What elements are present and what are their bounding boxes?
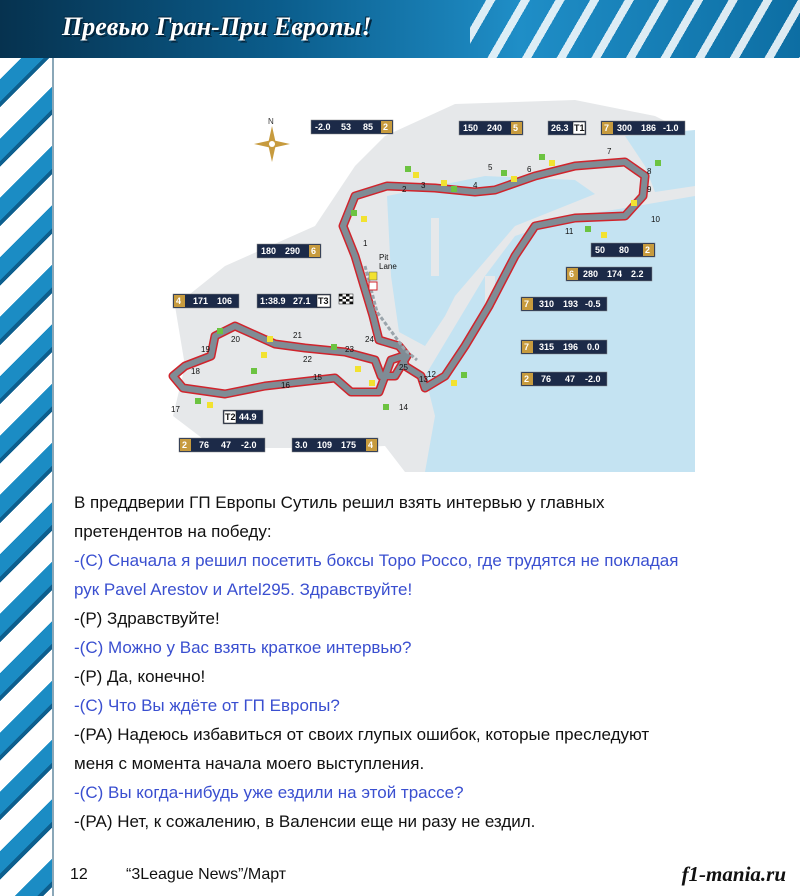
turn-18: 18	[191, 367, 200, 376]
article-line-question: -(С) Вы когда-нибудь уже ездили на этой трассе?	[74, 783, 464, 802]
box-cell: 76	[199, 440, 210, 450]
box-cell: -0.5	[585, 299, 601, 309]
article-body	[74, 488, 794, 836]
turn-10: 10	[651, 215, 660, 224]
box-cell: 290	[285, 246, 301, 256]
turn-11: 11	[565, 227, 574, 236]
box-cell: 186	[641, 123, 657, 133]
box-turn-17b	[179, 438, 265, 452]
turn-9: 9	[647, 185, 652, 194]
turn-16: 16	[281, 381, 290, 390]
turn-20: 20	[231, 335, 240, 344]
box-cell: 175	[341, 440, 357, 450]
box-cell: 4	[368, 440, 374, 450]
box-sector-1	[521, 297, 607, 311]
box-cell: 310	[539, 299, 555, 309]
turn-8: 8	[647, 167, 652, 176]
turn-14: 14	[399, 403, 408, 412]
box-cell: 6	[311, 246, 317, 256]
pit-cross-marker	[369, 282, 377, 290]
article-line: претендентов на победу:	[74, 522, 272, 541]
box-turn-5	[459, 121, 523, 135]
box-turn-7	[601, 121, 685, 135]
box-lap	[257, 294, 331, 308]
box-cell: 6	[569, 269, 575, 279]
article-line-question: рук Pavel Arestov и Artel295. Здравствуйте!	[74, 580, 413, 599]
article-line: -(РА) Нет, к сожалению, в Валенсии еще ни разу не ездил.	[74, 812, 536, 831]
box-cell: 2	[182, 440, 188, 450]
box-turn-12	[521, 372, 607, 386]
box-cell: 0.0	[587, 342, 600, 352]
circuit-map	[155, 76, 695, 472]
box-cell: 315	[539, 342, 555, 352]
dock-1	[431, 218, 439, 276]
turn-17: 17	[171, 405, 180, 414]
article-line: -(Р) Здравствуйте!	[74, 609, 220, 628]
article-line: меня с момента начала моего выступления.	[74, 754, 425, 773]
turn-12: 12	[427, 370, 436, 379]
checkered-flag-icon	[339, 294, 353, 304]
box-cell: 193	[563, 299, 579, 309]
article-line: -(РА) Надеюсь избавиться от своих глупых ошибок, которые преследуют	[74, 725, 650, 744]
pit-lane-label: Pit	[379, 253, 389, 262]
turn-5: 5	[488, 163, 493, 172]
turn-4: 4	[473, 181, 478, 190]
box-turn-14	[292, 438, 378, 452]
turn-2: 2	[402, 185, 407, 194]
box-cell: 174	[607, 269, 623, 279]
box-cell: 26.3	[551, 123, 569, 133]
box-sector-2	[521, 340, 607, 354]
box-cell: -2.0	[315, 122, 331, 132]
box-cell: 1:38.9	[260, 296, 286, 306]
box-turn-2	[311, 120, 393, 134]
box-cell: 2	[383, 122, 389, 132]
turn-25: 25	[399, 363, 408, 372]
box-cell: 240	[487, 123, 503, 133]
left-decorative-band	[0, 0, 54, 896]
box-turn-17	[223, 410, 263, 424]
box-cell: 7	[604, 123, 610, 133]
box-cell: T2	[225, 412, 236, 422]
box-cell: 180	[261, 246, 277, 256]
site-logo-text: f1-mania.ru	[681, 862, 786, 886]
box-turn-11	[566, 267, 652, 281]
box-cell: 7	[524, 299, 530, 309]
box-cell: 171	[193, 296, 209, 306]
box-cell: 44.9	[239, 412, 257, 422]
box-cell: 50	[595, 245, 606, 255]
box-turn-1	[257, 244, 321, 258]
box-cell: T1	[574, 123, 585, 133]
box-cell: 4	[176, 296, 182, 306]
box-cell: 3.0	[295, 440, 308, 450]
box-cell: 106	[217, 296, 233, 306]
article-line-question: -(С) Можно у Вас взять краткое интервью?	[74, 638, 412, 657]
box-cell: -1.0	[663, 123, 679, 133]
page-number: 12	[70, 866, 88, 883]
box-turn-6	[548, 121, 586, 135]
turn-23: 23	[345, 345, 354, 354]
article-line: В преддверии ГП Европы Сутиль решил взять интервью у главных	[74, 493, 605, 512]
box-cell: 2	[524, 374, 530, 384]
magazine-name: “3League News”/Март	[126, 866, 287, 883]
box-cell: 300	[617, 123, 633, 133]
turn-22: 22	[303, 355, 312, 364]
box-cell: 47	[221, 440, 232, 450]
box-cell: 80	[619, 245, 630, 255]
compass-label: N	[268, 117, 274, 126]
box-cell: 109	[317, 440, 333, 450]
box-cell: 27.1	[293, 296, 311, 306]
turn-21: 21	[293, 331, 302, 340]
box-cell: T3	[318, 296, 329, 306]
turn-3: 3	[421, 181, 426, 190]
box-cell: 196	[563, 342, 579, 352]
header-stripes	[470, 0, 800, 58]
pit-entry-marker	[369, 272, 377, 280]
box-cell: 2.2	[631, 269, 644, 279]
header-banner	[0, 0, 800, 58]
box-cell: 150	[463, 123, 479, 133]
box-cell: 2	[645, 245, 651, 255]
box-cell: 5	[513, 123, 519, 133]
turn-13: 13	[419, 375, 428, 384]
box-cell: -2.0	[585, 374, 601, 384]
turn-7: 7	[607, 147, 612, 156]
turn-1: 1	[363, 239, 368, 248]
article-line-question: -(С) Сначала я решил посетить боксы Торо Россо, где трудятся не покладая	[74, 551, 679, 570]
page-edge-line	[52, 52, 54, 896]
box-cell: 280	[583, 269, 599, 279]
box-cell: 53	[341, 122, 352, 132]
box-cell: -2.0	[241, 440, 257, 450]
box-turn-10	[591, 243, 655, 257]
box-cell: 7	[524, 342, 530, 352]
turn-24: 24	[365, 335, 374, 344]
box-cell: 47	[565, 374, 576, 384]
circuit-map-svg	[155, 76, 695, 472]
box-turn-19	[173, 294, 239, 308]
article-line-question: -(С) Что Вы ждёте от ГП Европы?	[74, 696, 340, 715]
box-cell: 76	[541, 374, 552, 384]
page-title: Превью Гран-При Европы!	[62, 12, 372, 41]
turn-15: 15	[313, 373, 322, 382]
turn-19: 19	[201, 345, 210, 354]
article-line: -(Р) Да, конечно!	[74, 667, 206, 686]
pit-lane-label-2: Lane	[379, 262, 397, 271]
box-cell: 85	[363, 122, 374, 132]
turn-6: 6	[527, 165, 532, 174]
